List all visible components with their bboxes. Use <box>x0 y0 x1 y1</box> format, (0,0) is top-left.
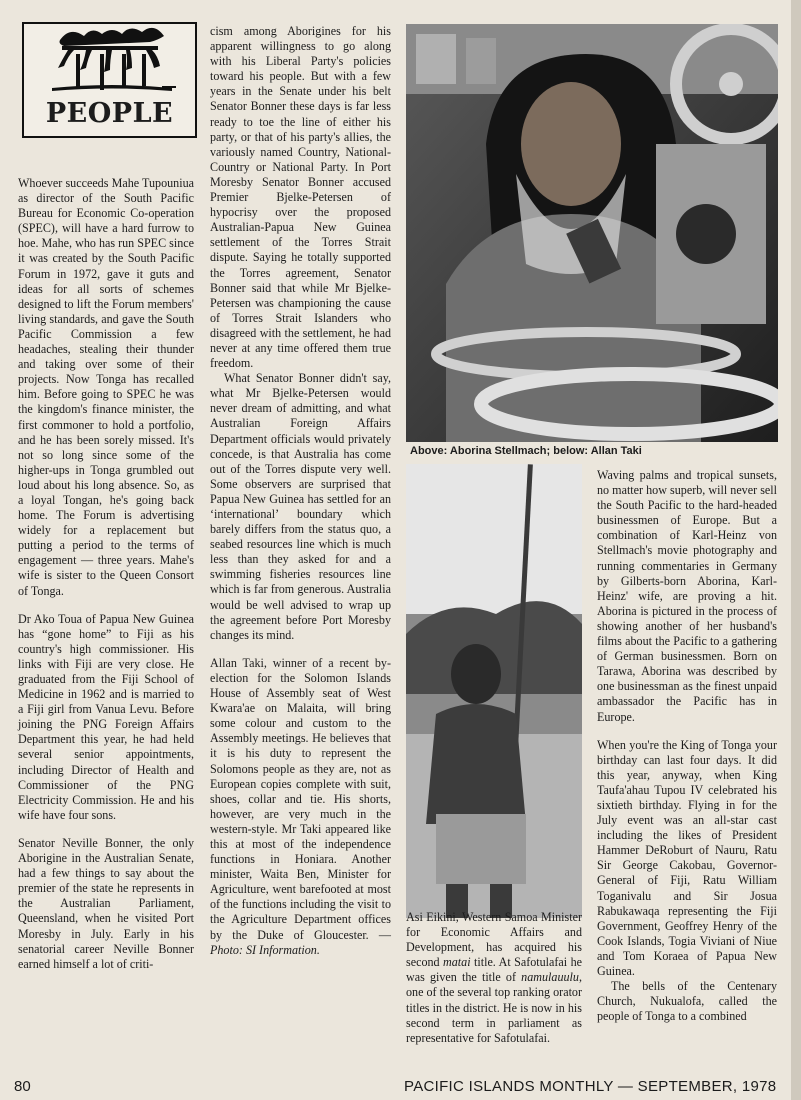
article-toua: Dr Ako Toua of Papua New Guinea has “gone home” to Fiji as his country's high commissioner. His links with Fiji are very close. He graduated from the Fiji School of Medicine in 1962 and is married to a Fiji girl from Vanua Levu. Before joining the PNG Foreign Affairs Department this year, he had held several senior appointments, including Director of Health and Commissioner of the PNG Electricity Commission. He and his wife have four sons. <box>18 611 194 822</box>
page-number: 80 <box>14 1078 31 1095</box>
article-tupouniua: Whoever succeeds Mahe Tupouniua as director of the South Pacific Bureau for Economic Co-operation (SPEC), will have a hard furrow to hoe. Mahe, who has run SPEC since it was created by the South Pacific Forum in 1972, gave it guts and ideas for all sorts of schemes designed to lift the Forum members' living standards, and gave the South Pacific Commission a few headaches, stealing their thunder and taking over some of their projects. Now Tonga has recalled him. Before going to SPEC he was the kingdom's finance minister, the first commoner to hold a portfolio, and he has been sorely missed. It's not so long since some of the higher-ups in Tonga grumbled out loud about his long absence. So, as a loyal Tongan, he's going back home. The Forum is advertising widely for a replacement but putting a period to the terms of engagement — three years. Mahe's wife is sister to the Queen Consort of Tonga. <box>18 176 195 598</box>
article-aborina: Waving palms and tropical sunsets, no matter how superb, will never sell the South Pacific to the hard-headed businessmen of Europe. But a combination of Karl-Heinz von Stellmach's movie photography and running commentaries in Germany by Gilberts-born Aborina, Karl-Heinz' wife, are proving a hit. Aborina is pictured in the process of showing another of her husband's films about the Pacific to a gathering of German businessmen. Born on Tarawa, Aborina was described by one businessman as the finest unpaid ambassador the Pacific has in Europe. <box>597 468 777 724</box>
article-bonner-cont: cism among Aborigines for his apparent willingness to go along with his Liberal Party's policies toward his people. But with a few years in the Senate under his belt Senator Bonner these days is far less ready to toe the line of either his party, or that of his party's allies, the variously named Country, National-Country or National Party. In Port Moresby Senator Bonner accused Premier Bjelke-Petersen of hypocrisy over the proposed Australian-Papua New Guinea settlement of the Torres Strait dispute. Saying he totally supported the Torres agreement, Senator Bonner said that while Mr Bjelke-Petersen was championing the cause of Torres Strait Islanders who disagreed with the settlement, he had never at any time offered them true freedom. <box>210 24 391 371</box>
people-section-logo <box>22 22 197 138</box>
article-eikini <box>406 910 582 1046</box>
term-matai: matai <box>443 955 471 970</box>
article-taki <box>210 656 391 958</box>
photo-aborina-stellmach <box>406 24 778 442</box>
photo-allan-taki <box>406 464 582 918</box>
article-eikini-text-2: title. At Safotulafai he was given the title of <box>406 955 583 985</box>
column-3 <box>406 910 582 1059</box>
magazine-footer: PACIFIC ISLANDS MONTHLY — SEPTEMBER, 1978 <box>404 1078 777 1095</box>
section-title: PEOPLE <box>45 98 174 129</box>
article-tonga-church: The bells of the Centenary Church, Nukualofa, called the people of Tonga to a combined <box>597 979 777 1024</box>
article-bonner-torres: What Senator Bonner didn't say, what Mr Bjelke-Petersen would never dream of admitting, and what Australian Foreign Affairs Department officials would privately concede, is that Australia has come out of the Torres dispute very well. Some observers are surprised that Papua New Guinea has settled for an ‘international’ boundary which barely differs from the status quo, a seabed resources line which is much less than they asked for and a swimming fisheries resources line which is far from generous. Australia would be well advised to wrap up the agreement before Port Moresby changes its mind. <box>210 371 391 642</box>
column-1 <box>18 176 194 985</box>
article-taki-text: Allan Taki, winner of a recent by-election for the Solomon Islands House of Assembly seat of West Kwara'ae on Malaita, will bring some colour and custom to the Assembly meetings. He believes that it is his duty to represent the Solomons people as they are, not as European copies complete with suit, shoes, collar and tie. His shorts, however, are very much in the western-style. Mr Taki appeared like this at most of the independence functions in Honiara. Another minister, Waita Ben, Minister for Agriculture, went barefooted at most of the functions including the visit to the Agriculture Department offices by the Duke of Gloucester. — <box>210 655 391 942</box>
palm-trees-icon <box>24 24 195 100</box>
term-namulauulu: namulauulu <box>521 970 579 985</box>
article-eikini-text-1: Asi Eikini, Western Samoa Minister for Economic Affairs and Development, has acquired his second <box>406 910 582 970</box>
article-eikini-text-3: , one of the several top ranking orator titles in the district. He is now in his second term in parliament as representative for Safotulafai. <box>406 970 582 1045</box>
photo-credit: Photo: SI Information. <box>210 942 320 957</box>
column-4 <box>597 468 777 1037</box>
column-2 <box>210 24 391 971</box>
page-edge <box>791 0 801 1100</box>
article-bonner-start: Senator Neville Bonner, the only Aborigine in the Australian Senate, had a few things to say about the premier of the state he represents in the Australian Parliament, Queensland, when he visited Port Moresby in July. Early in his senatorial career Neville Bonner earned himself a lot of criti- <box>18 835 194 971</box>
photo-caption: Above: Aborina Stellmach; below: Allan Taki <box>410 445 642 457</box>
article-tonga-birthday: When you're the King of Tonga your birthday can last four days. It did this year, anyway, when King Taufa'ahau Tupou IV celebrated his sixtieth birthday. Flying in for the July event was an all-star cast including the likes of President Hammer DeRoburt of Nauru, Ratu Sir George Cakobau, Governor-General of Fiji, Ratu William Toganivalu and Sir Josua Rabukawaqa representing the Fiji Government, Geoffrey Henry of the Cook Islands, Togia Viviani of Niue and Tom Koraea of Papua New Guinea. <box>597 737 777 978</box>
